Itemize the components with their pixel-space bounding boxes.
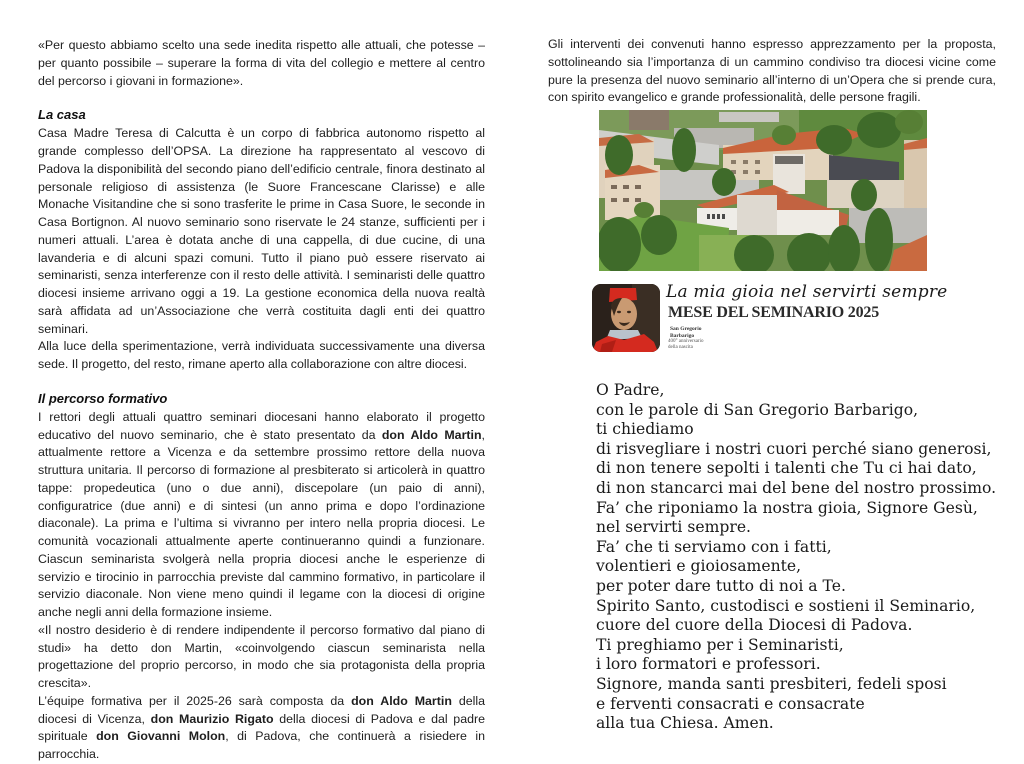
prayer-line: di non tenere sepolti i talenti che Tu ci hai dato,	[596, 459, 977, 478]
prayer-line: con le parole di San Gregorio Barbarigo,	[596, 400, 919, 419]
text-run: della diocesi di Padova e dal padre spirituale	[38, 711, 486, 744]
prayer-line: Spirito Santo, custodisci e sostieni il Seminario,	[596, 596, 976, 615]
intro-quote: «Per questo abbiamo scelto una sede inedita rispetto alle attuali, che potesse – per quanto possibile – superare la forma di vita del collegio e mettere al centro del percorso i giovani in formazione».	[38, 38, 485, 88]
percorso-paragraph-2: «Il nostro desiderio è di rendere indipendente il percorso formativo dal piano di studi» ha detto don Martin, «coinvolgendo ciascun seminarista nella progettazione del proprio percorso, in modo che sia protagonista della propria crescita».	[38, 622, 485, 690]
percorso-paragraph-3	[38, 693, 485, 764]
prayer-line: Fa’ che riponiamo la nostra gioia, Signore Gesù,	[596, 498, 978, 517]
prayer-line: Signore, manda santi presbiteri, fedeli sposi	[596, 674, 947, 693]
saint-name-line-2: Barbarigo	[670, 332, 695, 339]
prayer-line: di non stancarci mai del bene del nostro prossimo.	[596, 478, 997, 497]
prayer-line: alla tua Chiesa. Amen.	[596, 714, 774, 733]
la-casa-paragraph-2: Alla luce della sperimentazione, verrà individuata successivamente una diversa sede. Il progetto, del resto, rimane aperto alla collaborazione con altre diocesi.	[38, 339, 485, 371]
person-name-aldo-martin: don Aldo Martin	[351, 693, 452, 708]
percorso-paragraph-1	[38, 409, 485, 622]
anniversary-line-1: 400° anniversario	[668, 339, 704, 344]
banner-script-title: La mia gioia nel servirti sempre	[666, 282, 948, 302]
prayer-line: cuore del cuore della Diocesi di Padova.	[596, 616, 913, 635]
text-run: della diocesi di Vicenza,	[38, 693, 486, 726]
text-run: L’équipe formativa per il 2025-26 sarà composta da	[38, 693, 352, 708]
prayer	[596, 381, 996, 734]
prayer-line: Fa’ che ti serviamo con i fatti,	[596, 537, 832, 556]
banner-anniversary	[668, 339, 703, 351]
seminary-month-banner	[590, 282, 948, 356]
intro-paragraph: Gli interventi dei convenuti hanno espresso apprezzamento per la proposta, sottolineando sia l’importanza di un cammino condiviso tra diocesi vicine come pure la presenza del nuovo seminario all’interno di un’Opera che si prende cura, con spirito evangelico e grande professionalità, delle persone fragili.	[548, 37, 996, 105]
text-run: , attualmente rettore a Vicenza e da settembre prossimo rettore della nuova struttura unitaria. Il percorso di formazione al presbiterato si articolerà in quattro tappe: propedeutica (uno o due anni), discepolare (un paio di anni), configuratrice (due anni) e di sintesi (un anno prima e dopo l’ordinazione diaconale). La prima e l’ultima si vivranno per intero nella propria diocesi. Le comunità vocazionali attualmente aperte continueranno quindi a funzionare. Ciascun seminarista svolgerà nella propria diocesi anche le esperienze di servizio e tirocinio in parrocchia previste dal cammino formativo, in particolare il servizio diaconale. Non viene meno quindi il legame con la diocesi di origine anche negli anni della formazione insieme.	[38, 427, 485, 619]
prayer-line: di risvegliare i nostri cuori perché siano generosi,	[596, 439, 992, 458]
prayer-line: i loro formatori e professori.	[596, 655, 821, 674]
prayer-line: e ferventi consacrati e consacrate	[596, 694, 865, 713]
person-name-maurizio-rigato: don Maurizio Rigato	[150, 711, 274, 726]
aerial-photo	[599, 110, 927, 271]
person-name-giovanni-molon: don Giovanni Molon	[96, 729, 226, 744]
saint-name-line-1: San Gregorio	[670, 326, 702, 332]
banner-saint-name	[670, 326, 702, 339]
section-heading-percorso-formativo: Il percorso formativo	[38, 390, 168, 406]
section-heading-la-casa: La casa	[38, 107, 86, 123]
prayer-line: per poter dare tutto di noi a Te.	[596, 576, 846, 595]
la-casa-paragraph-1: Casa Madre Teresa di Calcutta è un corpo di fabbrica autonomo rispetto al grande complesso dell’OPSA. La direzione ha rappresentato al vescovo di Padova la disponibilità del secondo piano dell’edificio centrale, finora destinato al personale religioso di assistenza (le Suore Francescane Clarisse) e alle Monache Visitandine che si sono trasferite le prime in Casa Suore, le seconde in Casa Bortignon. Al nuovo seminario sono riservate le 24 stanze, sufficienti per i numeri attuali. L’area è dotata anche di una cappella, di due cucine, di una lavanderia e di alcuni spazi comuni. Tutto il piano può essere riservato ai seminaristi, senza interferenze con il resto delle attività. I seminaristi delle quattro diocesi insieme arrivano oggi a 19. La gestione economica della nuova realtà sarà affidata ad un’Associazione che verrà costituita dagli enti dei quattro seminari.	[38, 126, 485, 336]
prayer-line: ti chiediamo	[596, 420, 694, 439]
text-run: I rettori degli attuali quattro seminari diocesani hanno elaborato il progetto educativo del nuovo seminario, che è stato presentato da	[38, 409, 485, 442]
anniversary-line-2: della nascita	[668, 344, 693, 350]
portrait-san-gregorio-barbarigo	[592, 284, 660, 352]
text-run: , di Padova, che continuerà a risiedere in parrocchia.	[38, 729, 486, 761]
prayer-line: Ti preghiamo per i Seminaristi,	[596, 635, 844, 654]
right-column-intro	[548, 36, 996, 107]
prayer-line: nel servirti sempre.	[596, 518, 752, 537]
prayer-line: volentieri e gioiosamente,	[596, 557, 802, 576]
banner-main-title: MESE DEL SEMINARIO 2025	[668, 304, 879, 321]
person-name-aldo-martin: don Aldo Martin	[381, 427, 482, 442]
prayer-line: O Padre,	[596, 381, 665, 399]
left-column	[38, 37, 485, 764]
